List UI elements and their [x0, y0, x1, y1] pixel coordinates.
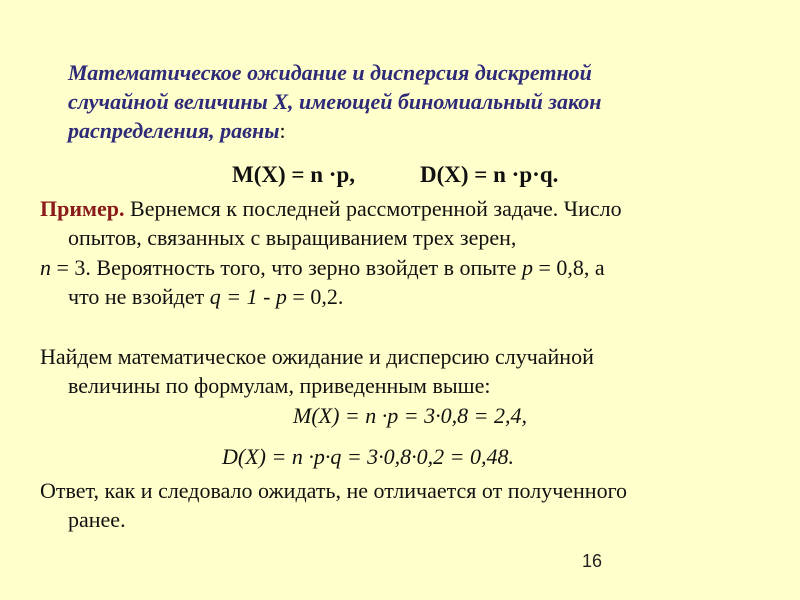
page-number: 16 [582, 551, 603, 571]
variance-calculation: D(X) = n ·p·q = 3·0,8·0,2 = 0,48. [222, 444, 515, 469]
answer-line-1: Ответ, как и следовало ожидать, не отличается от полученного [40, 478, 628, 503]
find-paragraph [40, 342, 780, 400]
example-label: Пример. [40, 196, 125, 221]
n-equation: = 3. Вероятность того, что зерно взойдет в опыте [51, 255, 522, 280]
intro-line-2: случайной величины X, имеющей биномиальный закон [68, 89, 602, 114]
mean-formula: M(X) = n ·p, [232, 162, 355, 187]
q-intro: что не взойдет [68, 284, 210, 309]
example-paragraph [40, 194, 780, 252]
answer-paragraph [40, 476, 780, 534]
find-line-1: Найдем математическое ожидание и дисперсию случайной [40, 344, 594, 369]
variance-formula: D(X) = n ·p·q. [420, 162, 559, 187]
q-expression: q = 1 - p [209, 284, 287, 309]
p-variable: p [521, 255, 533, 280]
example-line-1: Вернемся к последней рассмотренной задаче. Число [124, 196, 622, 221]
answer-line-2: ранее. [68, 507, 126, 532]
intro-line-3: распределения, равны [68, 118, 280, 143]
probability-paragraph [40, 253, 780, 311]
intro-colon: : [279, 118, 286, 143]
example-line-2: опытов, связанных с выращиванием трех зерен, [68, 225, 517, 250]
mean-calculation: M(X) = n ·p = 3·0,8 = 2,4, [293, 403, 527, 428]
intro-line-1: Математическое ожидание и дисперсия дискретной [68, 60, 592, 85]
probability-line-2 [40, 282, 780, 311]
n-variable: n [40, 255, 51, 280]
p-equation: = 0,8, а [532, 255, 605, 280]
find-line-2: величины по формулам, приведенным выше: [68, 373, 491, 398]
q-equation: = 0,2. [286, 284, 344, 309]
intro-statement [68, 58, 768, 145]
